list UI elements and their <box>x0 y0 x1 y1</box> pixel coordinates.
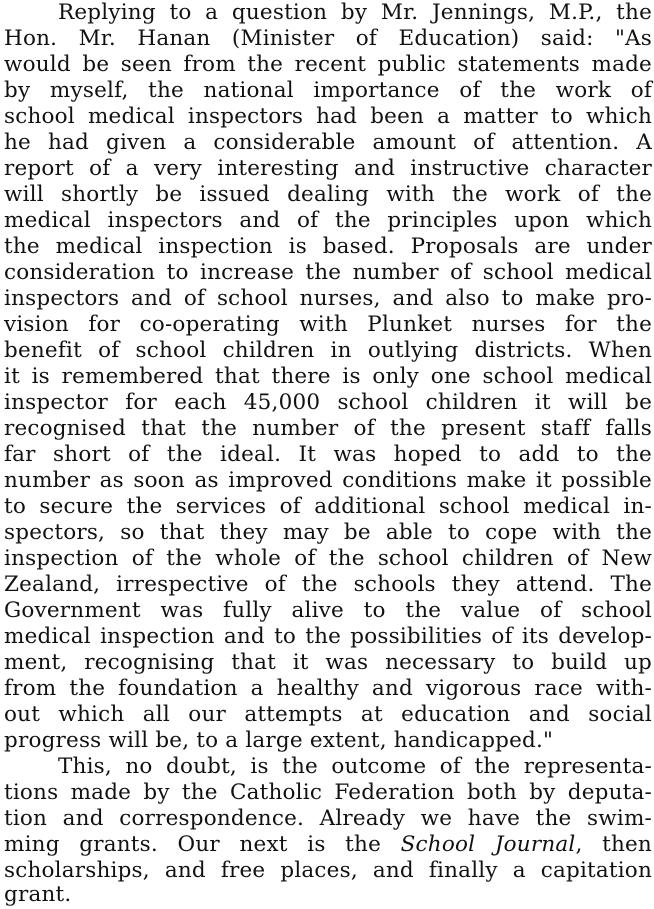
paragraph-2-line-4 <box>4 832 652 858</box>
paragraph-1-line-14: benefit of school children in outlying districts. When <box>4 338 652 363</box>
paragraph-1-line-20: to secure the services of additional school medical in- <box>4 494 652 519</box>
paragraph-2-line-3: tion and correspondence. Already we have the swim- <box>4 806 652 831</box>
paragraph-1-line-27: from the foundation a healthy and vigorous race with- <box>4 676 652 701</box>
paragraph-1-line-29: progress will be, to a large extent, handicapped." <box>4 728 554 753</box>
line-4-text: ming grants. Our next is the <box>4 832 381 857</box>
paragraph-1-line-12: inspectors and of school nurses, and also to make pro- <box>4 286 652 311</box>
paragraph-1-line-19: number as soon as improved conditions make it possible <box>4 468 652 493</box>
paragraph-1-line-15: it is remembered that there is only one school medical <box>4 364 652 389</box>
paragraph-1-line-17: recognised that the number of the present staff falls <box>4 416 652 441</box>
paragraph-1-line-24: Government was fully alive to the value of school <box>4 598 652 623</box>
paragraph-1-line-21: spectors, so that they may be able to cope with the <box>4 520 652 545</box>
paragraph-2-line-1: This, no doubt, is the outcome of the representa- <box>58 754 652 779</box>
paragraph-1-line-8: will shortly be issued dealing with the work of the <box>4 182 652 207</box>
paragraph-1-line-25: medical inspection and to the possibilities of its develop- <box>4 624 652 649</box>
paragraph-1-line-16: inspector for each 45,000 school children it will be <box>4 390 652 415</box>
paragraph-1-line-3: would be seen from the recent public statements made <box>4 52 652 77</box>
paragraph-2-line-6: grant. <box>4 882 72 907</box>
paragraph-1-line-6: he had given a considerable amount of attention. A <box>4 130 652 155</box>
paragraph-1-line-5: school medical inspectors had been a matter to which <box>4 104 652 129</box>
paragraph-1-line-23: Zealand, irrespective of the schools they attend. The <box>4 572 652 597</box>
paragraph-1-line-26: ment, recognising that it was necessary to build up <box>4 650 652 675</box>
paragraph-1-line-10: the medical inspection is based. Proposals are under <box>4 234 652 259</box>
paragraph-2-line-5: scholarships, and free places, and finally a capitation <box>4 858 652 883</box>
paragraph-1-line-18: far short of the ideal. It was hoped to add to the <box>4 442 652 467</box>
paragraph-1-line-28: out which all our attempts at education and social <box>4 702 652 727</box>
paragraph-1-line-13: vision for co-operating with Plunket nurses for the <box>4 312 652 337</box>
paragraph-1-line-2: Hon. Mr. Hanan (Minister of Education) said: "As <box>4 26 652 51</box>
paragraph-1-line-11: consideration to increase the number of school medical <box>4 260 652 285</box>
paragraph-2-line-2: tions made by the Catholic Federation both by deputa- <box>4 780 652 805</box>
italic-title: School Journal <box>400 832 576 857</box>
paragraph-1-line-22: inspection of the whole of the school children of New <box>4 546 652 571</box>
paragraph-1-line-4: by myself, the national importance of the work of <box>4 78 652 103</box>
paragraph-1-line-9: medical inspectors and of the principles upon which <box>4 208 652 233</box>
line-4-tail: , then <box>575 832 652 857</box>
paragraph-1-line-7: report of a very interesting and instructive character <box>4 156 652 181</box>
paragraph-1-line-1: Replying to a question by Mr. Jennings, M.P., the <box>58 0 652 25</box>
article-page <box>4 0 652 909</box>
